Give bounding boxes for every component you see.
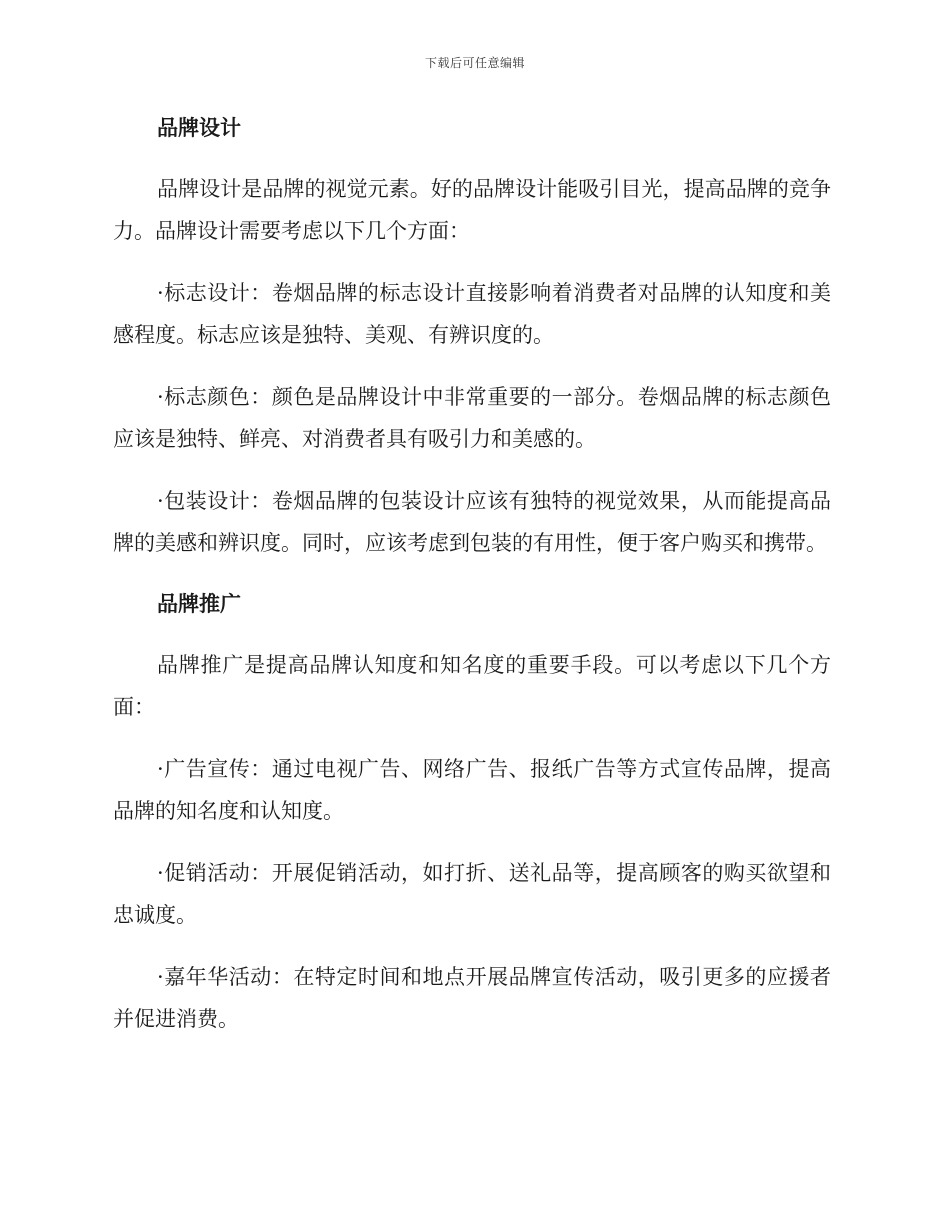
list-item-advertising: ·广告宣传：通过电视广告、网络广告、报纸广告等方式宣传品牌，提高品牌的知名度和认知度。 xyxy=(113,757,831,823)
list-item-carnival-events: ·嘉年华活动：在特定时间和地点开展品牌宣传活动，吸引更多的应援者并促进消费。 xyxy=(113,965,831,1031)
section-intro-brand-design: 品牌设计是品牌的视觉元素。好的品牌设计能吸引目光，提高品牌的竞争力。品牌设计需要考虑以下几个方面： xyxy=(113,177,831,243)
list-item-packaging-design: ·包装设计：卷烟品牌的包装设计应该有独特的视觉效果，从而能提高品牌的美感和辨识度。同时，应该考虑到包装的有用性，便于客户购买和携带。 xyxy=(113,489,831,555)
list-item-logo-design: ·标志设计：卷烟品牌的标志设计直接影响着消费者对品牌的认知度和美感程度。标志应该是独特、美观、有辨识度的。 xyxy=(113,281,831,347)
header-note: 下载后可任意编辑 xyxy=(424,56,525,70)
document-body xyxy=(113,110,831,1060)
list-item-promotions: ·促销活动：开展促销活动，如打折、送礼品等，提高顾客的购买欲望和忠诚度。 xyxy=(113,861,831,927)
section-intro-brand-promotion: 品牌推广是提高品牌认知度和知名度的重要手段。可以考虑以下几个方面： xyxy=(113,653,831,719)
section-heading-brand-promotion: 品牌推广 xyxy=(157,591,241,616)
section-heading-brand-design: 品牌设计 xyxy=(157,115,241,140)
list-item-logo-color: ·标志颜色：颜色是品牌设计中非常重要的一部分。卷烟品牌的标志颜色应该是独特、鲜亮、对消费者具有吸引力和美感的。 xyxy=(113,385,831,451)
